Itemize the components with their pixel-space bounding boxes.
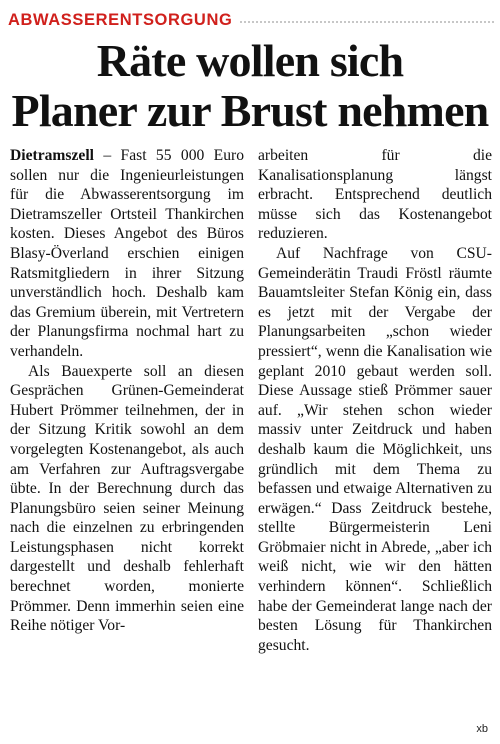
paragraph-3: Auf Nachfrage von CSU-Gemeinderätin Traudi Fröstl räumte Bauamtsleiter Stefan König ein, dass es jetzt mit der Vergabe der Planungsarbeiten „schon wieder pressiert“, wenn die Kanalisation wie geplant 2010 gebaut werden soll. Diese Aussage stieß Prömmer sauer auf. „Wir stehen schon wieder massiv unter Zeitdruck und haben deshalb kaum die Möglichkeit, uns gründlich mit dem Thema zu befassen und etwaige Alternativen zu erwägen.“ Dass Zeitdruck bestehe, stellte Bürgermeisterin Leni Gröbmaier nicht in Abrede, „aber ich weiß nicht, wie wir den hätten verhindern können“. Schließlich habe der Gemeinderat lange nach der besten Lösung für Thankirchen gesucht. bbox=[258, 244, 492, 654]
paragraph-2-continued: arbeiten für die Kanalisationsplanung längst erbracht. Entsprechend deutlich müsse sich das Kostenangebot reduzieren. bbox=[258, 147, 492, 243]
headline-line-2: Planer zur Brust nehmen bbox=[11, 85, 489, 136]
kicker: ABWASSERENTSORGUNG bbox=[8, 10, 233, 29]
byline: xb bbox=[476, 723, 488, 735]
headline-line-1: Räte wollen sich bbox=[96, 35, 404, 86]
dateline: Dietramszell bbox=[10, 147, 94, 164]
article-column-right bbox=[258, 146, 492, 655]
headline bbox=[0, 36, 500, 136]
article-column-left bbox=[10, 146, 244, 636]
paragraph-2: Als Bauexperte soll an diesen Gesprächen Grünen-Gemeinderat Hubert Prömmer teilnehmen, der in der Sitzung Kritik sowohl an dem vorgelegten Kostenangebot, als auch am Verfahren zur Auftragsvergabe übte. In der Berechnung durch das Planungsbüro seien seiner Meinung nach die einzelnen zu erbringenden Leistungsphasen nicht korrekt dargestellt und deshalb fehlerhaft berechnet worden, monierte Prömmer. Denn immerhin seien eine Reihe nötiger Vor- bbox=[10, 362, 244, 635]
kicker-dotted-rule bbox=[240, 21, 494, 23]
kicker-row bbox=[8, 9, 494, 31]
paragraph-1 bbox=[10, 146, 244, 362]
paragraph-1-text: – Fast 55 000 Euro sollen nur die Ingenieurleistungen für die Abwasserentsorgung im Dietramszeller Ortsteil Thankirchen kosten. Dieses Angebot des Büros Blasy-Överland erschien einigen Ratsmitgliedern in ihrer Sitzung unverständlich hoch. Deshalb kam das Gremium überein, mit Vertretern der Planungsfirma nochmal hart zu verhandeln. bbox=[10, 147, 244, 360]
